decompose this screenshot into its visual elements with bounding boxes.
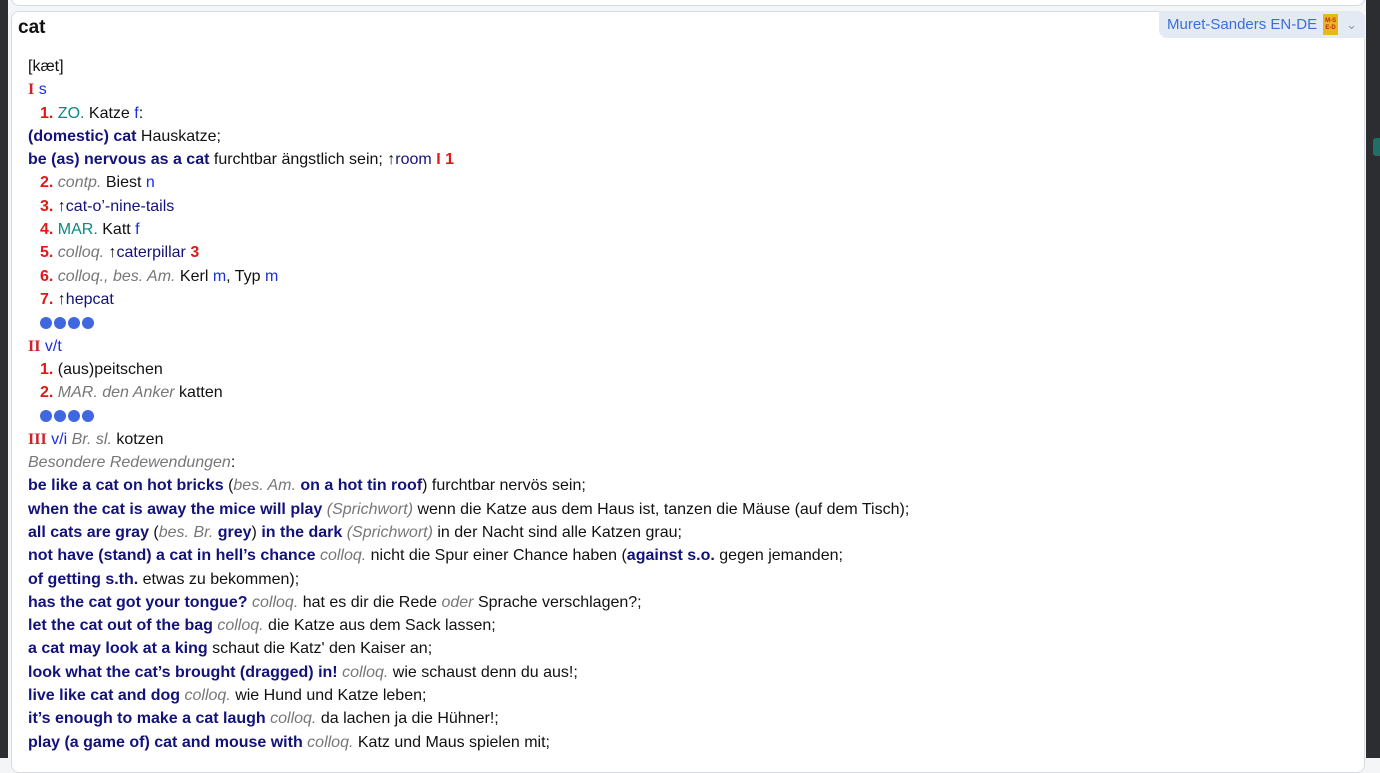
- german-text: ↑: [104, 244, 117, 262]
- dictionary-logo-icon: M-S E-D: [1323, 14, 1338, 35]
- article-line: [28, 707, 909, 730]
- sense-number: 2.: [40, 384, 54, 402]
- article-line: [28, 55, 909, 78]
- usage-label: colloq.: [252, 593, 299, 611]
- article-line: [28, 241, 909, 264]
- article-line: [28, 171, 909, 194]
- dictionary-name-bar[interactable]: [1159, 11, 1365, 38]
- sense-number: 1.: [40, 360, 54, 378]
- article-line: [28, 498, 909, 521]
- english-phrase: a cat may look at a king: [28, 640, 208, 658]
- dot-icon: [82, 317, 94, 329]
- article-line: [28, 661, 909, 684]
- german-text: nicht die Spur einer Chance haben (: [366, 547, 627, 565]
- usage-label: (Sprichwort): [326, 500, 414, 518]
- english-phrase: has the cat got your tongue?: [28, 593, 248, 611]
- usage-label: colloq.: [270, 710, 317, 728]
- english-phrase: grey: [217, 523, 252, 541]
- german-text: ): [251, 523, 262, 541]
- dictionary-name[interactable]: Muret-Sanders EN-DE: [1167, 16, 1318, 33]
- english-phrase: of getting s.th.: [28, 570, 139, 588]
- usage-label: bes. Am.: [233, 477, 296, 495]
- article-line: [28, 637, 909, 660]
- sense-number: 6.: [40, 267, 54, 285]
- english-phrase: be (as) nervous as a cat: [28, 151, 210, 169]
- english-phrase: it’s enough to make a cat laugh: [28, 710, 266, 728]
- german-text: hat es dir die Rede: [298, 593, 442, 611]
- grammar-label: m: [265, 267, 279, 285]
- article-headword: cat: [18, 17, 46, 38]
- dot-icon: [54, 410, 66, 422]
- previous-article-card: [11, 0, 1365, 6]
- scrollbar-marker[interactable]: [1373, 138, 1380, 156]
- grammar-label: v/t: [44, 337, 62, 355]
- german-text: katten: [174, 384, 223, 402]
- english-phrase: on a hot tin roof: [300, 477, 423, 495]
- german-text: etwas zu bekommen);: [138, 570, 300, 588]
- pronunciation: [kæt]: [28, 58, 64, 75]
- cross-reference-link[interactable]: hepcat: [65, 290, 114, 308]
- article-line: [28, 474, 909, 497]
- article-line: [28, 731, 909, 754]
- german-text: kotzen: [111, 430, 164, 448]
- german-text: Katze: [84, 104, 135, 122]
- german-text: wie schaust denn du aus!;: [388, 663, 578, 681]
- cross-reference-link[interactable]: cat-o’-nine-tails: [65, 197, 175, 215]
- usage-label: colloq.: [57, 244, 105, 262]
- english-phrase: not have (stand) a cat in hell’s chance: [28, 547, 316, 565]
- article-line: [28, 428, 909, 451]
- german-text: schaut die Katz' den Kaiser an;: [207, 640, 433, 658]
- sense-number: 3: [190, 244, 200, 262]
- article-line: [28, 521, 909, 544]
- english-phrase: in the dark: [261, 523, 343, 541]
- article-line: [28, 544, 909, 567]
- part-of-speech-numeral: III: [28, 430, 47, 448]
- chevron-down-icon[interactable]: ⌄: [1346, 16, 1357, 32]
- german-text: :: [138, 104, 144, 122]
- dictionary-article: [11, 11, 1365, 773]
- english-phrase: all cats are gray: [28, 523, 149, 541]
- article-line: [28, 381, 909, 404]
- grammar-label: f: [135, 221, 140, 239]
- german-text: gegen jemanden;: [714, 547, 843, 565]
- article-line: [28, 568, 909, 591]
- article-line: [28, 591, 909, 614]
- english-phrase: let the cat out of the bag: [28, 617, 213, 635]
- sense-number: 3.: [40, 197, 54, 215]
- grammar-label: v/i: [51, 430, 68, 448]
- sense-number: I 1: [436, 151, 454, 169]
- left-panel-edge: [0, 0, 8, 758]
- grammar-label: m: [212, 267, 227, 285]
- usage-label: contp.: [57, 174, 102, 192]
- usage-label: colloq.: [342, 663, 389, 681]
- part-of-speech-numeral: II: [28, 337, 41, 355]
- usage-label: colloq.: [319, 547, 367, 565]
- german-text: in der Nacht sind alle Katzen grau;: [432, 523, 682, 541]
- article-line: [28, 78, 909, 101]
- usage-label: colloq.: [217, 617, 264, 635]
- english-phrase: live like cat and dog: [28, 687, 181, 705]
- german-text: :: [230, 454, 236, 472]
- article-line: [28, 451, 909, 474]
- english-phrase: be like a cat on hot bricks: [28, 477, 224, 495]
- article-line: [28, 684, 909, 707]
- article-line: [28, 125, 909, 148]
- sense-separator-dots: [28, 404, 909, 427]
- english-phrase: when the cat is away the mice will play: [28, 500, 323, 518]
- german-text: Kerl: [175, 267, 213, 285]
- dot-icon: [40, 410, 52, 422]
- grammar-label: n: [145, 174, 155, 192]
- part-of-speech-numeral: I: [28, 81, 35, 99]
- sense-number: 7.: [40, 290, 54, 308]
- usage-label: (Sprichwort): [346, 523, 433, 541]
- article-line: [28, 358, 909, 381]
- scrollbar-track[interactable]: [1366, 0, 1380, 758]
- grammar-label: f: [134, 104, 139, 122]
- german-text: Biest: [101, 174, 146, 192]
- article-line: [28, 195, 909, 218]
- article-line: [28, 288, 909, 311]
- article-line: [28, 265, 909, 288]
- sense-number: 2.: [40, 174, 54, 192]
- dot-icon: [82, 410, 94, 422]
- dot-icon: [68, 317, 80, 329]
- article-line: [28, 614, 909, 637]
- german-text: wie Hund und Katze leben;: [230, 687, 427, 705]
- german-text: die Katze aus dem Sack lassen;: [263, 617, 496, 635]
- sense-number: 1.: [40, 104, 54, 122]
- english-phrase: against s.o.: [626, 547, 715, 565]
- german-text: (: [223, 477, 234, 495]
- article-line: [28, 335, 909, 358]
- article-body: [28, 55, 909, 754]
- usage-label: oder: [441, 593, 474, 611]
- usage-label: bes. Br.: [158, 523, 214, 541]
- german-text: Katz und Maus spielen mit;: [353, 733, 550, 751]
- german-text: (: [148, 523, 159, 541]
- usage-label: colloq., bes. Am.: [57, 267, 176, 285]
- article-line: [28, 148, 909, 171]
- german-text: ) furchtbar nervös sein;: [422, 477, 586, 495]
- german-text: Katt: [97, 221, 136, 239]
- usage-label: Br. sl.: [71, 430, 112, 448]
- usage-label: MAR. den Anker: [57, 384, 175, 402]
- domain-label: MAR.: [57, 221, 98, 239]
- german-text: ↑: [53, 197, 66, 215]
- dot-icon: [68, 410, 80, 422]
- sense-number: 5.: [40, 244, 54, 262]
- english-phrase: (domestic) cat: [28, 127, 137, 145]
- sense-separator-dots: [28, 311, 909, 334]
- german-text: (aus)peitschen: [53, 360, 163, 378]
- german-text: Sprache verschlagen?;: [473, 593, 642, 611]
- article-line: [28, 102, 909, 125]
- german-text: da lachen ja die Hühner!;: [316, 710, 499, 728]
- sense-number: 4.: [40, 221, 54, 239]
- grammar-label: s: [38, 81, 47, 99]
- usage-label: colloq.: [307, 733, 354, 751]
- cross-reference-link[interactable]: room: [395, 151, 432, 169]
- dot-icon: [54, 317, 66, 329]
- german-text: Hauskatze;: [136, 127, 221, 145]
- german-text: ↑: [53, 290, 66, 308]
- german-text: , Typ: [226, 267, 265, 285]
- usage-label: colloq.: [184, 687, 231, 705]
- english-phrase: look what the cat’s brought (dragged) in!: [28, 663, 338, 681]
- german-text: furchtbar ängstlich sein; ↑: [209, 151, 396, 169]
- dot-icon: [40, 317, 52, 329]
- domain-label: ZO.: [57, 104, 85, 122]
- article-line: [28, 218, 909, 241]
- cross-reference-link[interactable]: caterpillar: [116, 244, 186, 262]
- german-text: wenn die Katze aus dem Haus ist, tanzen die Mäuse (auf dem Tisch);: [413, 500, 910, 518]
- usage-label: Besondere Redewendungen: [28, 454, 231, 472]
- english-phrase: play (a game of) cat and mouse with: [28, 733, 303, 751]
